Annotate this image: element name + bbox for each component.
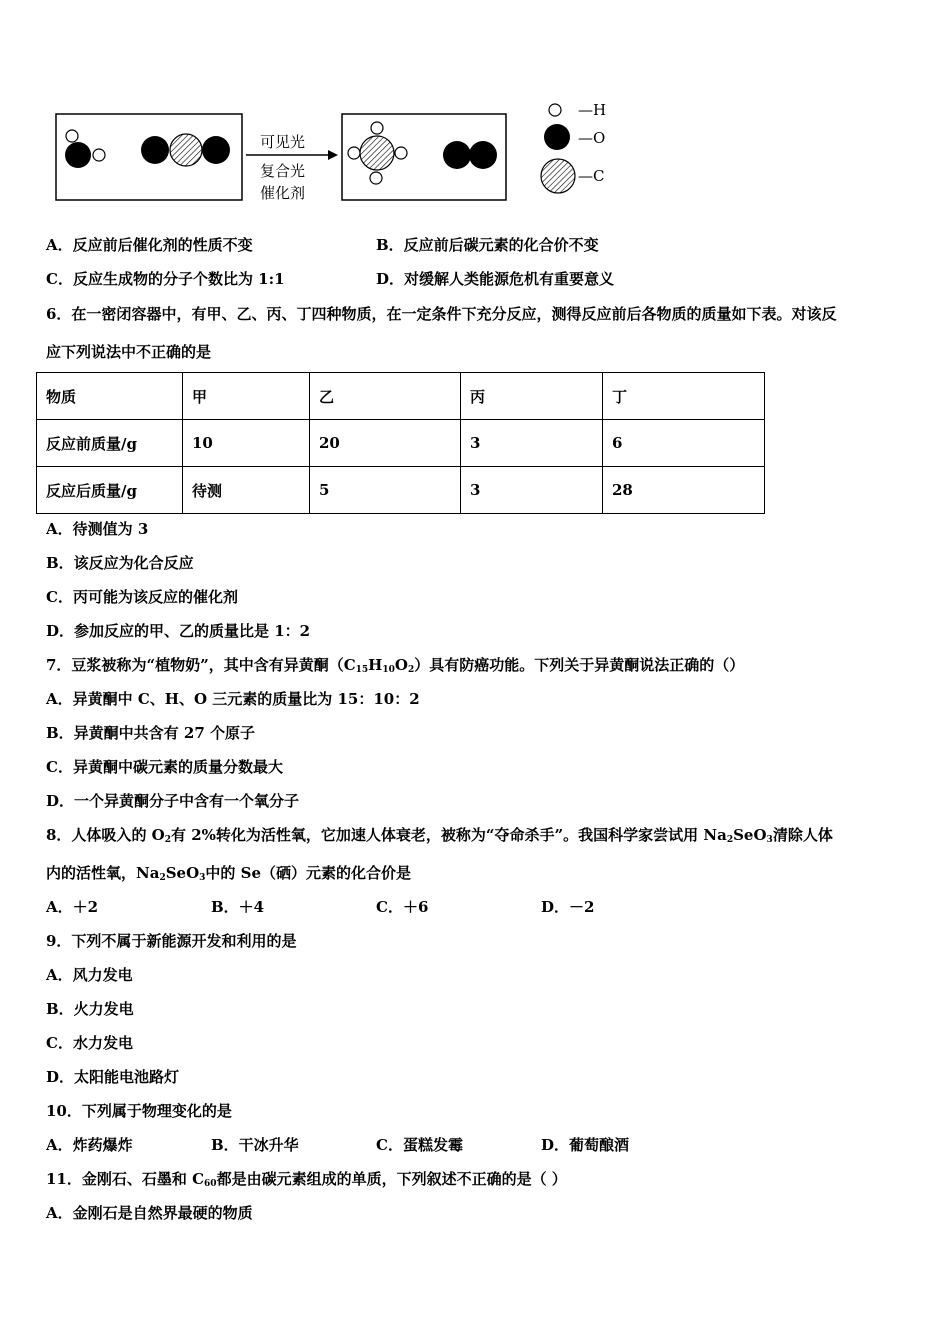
legend-carbon-label: —C [578, 167, 605, 185]
q10-stem: 10．下列属于物理变化的是 [46, 1102, 232, 1120]
q8-sub: 3 [766, 835, 773, 845]
q6-stem-line2: 应下列说法中不正确的是 [46, 343, 212, 361]
q8-text: SeO [733, 826, 767, 844]
q8-stem-line1 [46, 825, 833, 845]
q8-option-a[interactable]: A．＋2 [46, 898, 99, 916]
q8-text: SeO [165, 864, 200, 882]
table-cell: 反应前质量/g [37, 420, 183, 467]
table-row [37, 420, 765, 467]
condition-visible-light: 可见光 [260, 133, 306, 151]
table-cell: 10 [183, 420, 310, 467]
q8-text: 内的活性氧，Na [46, 864, 160, 882]
q8-sub: 3 [199, 873, 206, 883]
reaction-diagram [0, 0, 950, 220]
q9-stem: 9．下列不属于新能源开发和利用的是 [46, 932, 297, 950]
condition-catalyst: 催化剂 [260, 184, 306, 202]
q8-text: 有 2%转化为活性氧，它加速人体衰老，被称为“夺命杀手”。我国科学家尝试用 Na [171, 826, 727, 844]
q8-option-c[interactable]: C．＋6 [376, 898, 429, 916]
legend-carbon-symbol [541, 159, 575, 193]
q7-option-c[interactable]: C．异黄酮中碳元素的质量分数最大 [46, 758, 283, 776]
reaction-arrow [246, 150, 338, 160]
q7-stem [46, 655, 744, 675]
table-cell: 20 [310, 420, 461, 467]
q8-text: 中的 Se（硒）元素的化合价是 [205, 864, 412, 882]
condition-composite-light: 复合光 [260, 162, 306, 180]
table-header-row [37, 373, 765, 420]
q9-option-a[interactable]: A．风力发电 [46, 966, 133, 984]
q9-option-c[interactable]: C．水力发电 [46, 1034, 133, 1052]
q8-sub: 2 [164, 835, 171, 845]
q8-text: 8．人体吸入的 O [46, 826, 165, 844]
q10-option-a[interactable]: A．炸药爆炸 [46, 1136, 133, 1154]
legend-hydrogen-symbol [549, 104, 561, 116]
q7-sub-c: 15 [355, 665, 369, 675]
table-header-cell: 甲 [183, 373, 310, 420]
q10-option-d[interactable]: D．葡萄酿酒 [541, 1136, 630, 1154]
table-cell: 28 [603, 467, 765, 514]
q11-text: 11．金刚石、石墨和 C [46, 1170, 205, 1188]
table-cell: 待测 [183, 467, 310, 514]
q7-stem-text-end: ）具有防癌功能。下列关于异黄酮说法正确的（） [414, 656, 745, 674]
q7-option-b[interactable]: B．异黄酮中共含有 27 个原子 [46, 724, 255, 742]
q11-text: 都是由碳元素组成的单质，下列叙述不正确的是（ ） [216, 1170, 567, 1188]
q10-option-b[interactable]: B．干冰升华 [211, 1136, 299, 1154]
q5-option-c[interactable]: C．反应生成物的分子个数比为 1:1 [46, 270, 285, 288]
q8-text: 清除人体 [772, 826, 833, 844]
table-cell: 6 [603, 420, 765, 467]
q6-option-a[interactable]: A．待测值为 3 [46, 520, 149, 538]
q6-stem-line1: 6．在一密闭容器中，有甲、乙、丙、丁四种物质，在一定条件下充分反应，测得反应前后各物质的质量如下表。对该反 [46, 305, 837, 323]
table-cell: 5 [310, 467, 461, 514]
q5-option-a[interactable]: A．反应前后催化剂的性质不变 [46, 236, 253, 254]
q5-option-d[interactable]: D．对缓解人类能源危机有重要意义 [376, 270, 615, 288]
table-header-cell: 丁 [603, 373, 765, 420]
table-row [37, 467, 765, 514]
q11-stem [46, 1169, 567, 1189]
legend-oxygen-symbol [544, 124, 570, 150]
q11-sub: 60 [204, 1179, 217, 1189]
legend-hydrogen-label: —H [578, 101, 607, 119]
q8-option-b[interactable]: B．＋4 [211, 898, 265, 916]
q10-option-c[interactable]: C．蛋糕发霉 [376, 1136, 463, 1154]
q8-option-d[interactable]: D．－2 [541, 898, 595, 916]
table-cell: 3 [461, 420, 603, 467]
q6-option-c[interactable]: C．丙可能为该反应的催化剂 [46, 588, 238, 606]
q7-option-d[interactable]: D．一个异黄酮分子中含有一个氧分子 [46, 792, 300, 810]
q8-sub: 2 [726, 835, 734, 845]
table-cell: 3 [461, 467, 603, 514]
legend [541, 101, 606, 193]
q11-option-a[interactable]: A．金刚石是自然界最硬的物质 [46, 1204, 253, 1222]
table-header-cell: 乙 [310, 373, 461, 420]
table-cell: 反应后质量/g [37, 467, 183, 514]
table-header-cell: 物质 [37, 373, 183, 420]
table-header-cell: 丙 [461, 373, 603, 420]
q8-sub: 2 [159, 873, 166, 883]
legend-oxygen-label: —O [578, 129, 606, 147]
q6-option-b[interactable]: B．该反应为化合反应 [46, 554, 194, 572]
q7-element-o: O [394, 656, 408, 674]
q9-option-d[interactable]: D．太阳能电池路灯 [46, 1068, 180, 1086]
q6-option-d[interactable]: D．参加反应的甲、乙的质量比是 1：2 [46, 622, 311, 640]
q5-option-b[interactable]: B．反应前后碳元素的化合价不变 [376, 236, 599, 254]
q7-option-a[interactable]: A．异黄酮中 C、H、O 三元素的质量比为 15：10：2 [46, 690, 420, 708]
q9-option-b[interactable]: B．火力发电 [46, 1000, 134, 1018]
q7-stem-text: 7．豆浆被称为“植物奶”，其中含有异黄酮（C [46, 656, 356, 674]
q7-element-h: H [368, 656, 383, 674]
q7-sub-o: 2 [407, 665, 415, 675]
q7-sub-h: 10 [382, 665, 395, 675]
q6-mass-table [36, 372, 765, 514]
q8-stem-line2 [46, 863, 411, 883]
carbon-dioxide-molecule [141, 134, 230, 166]
